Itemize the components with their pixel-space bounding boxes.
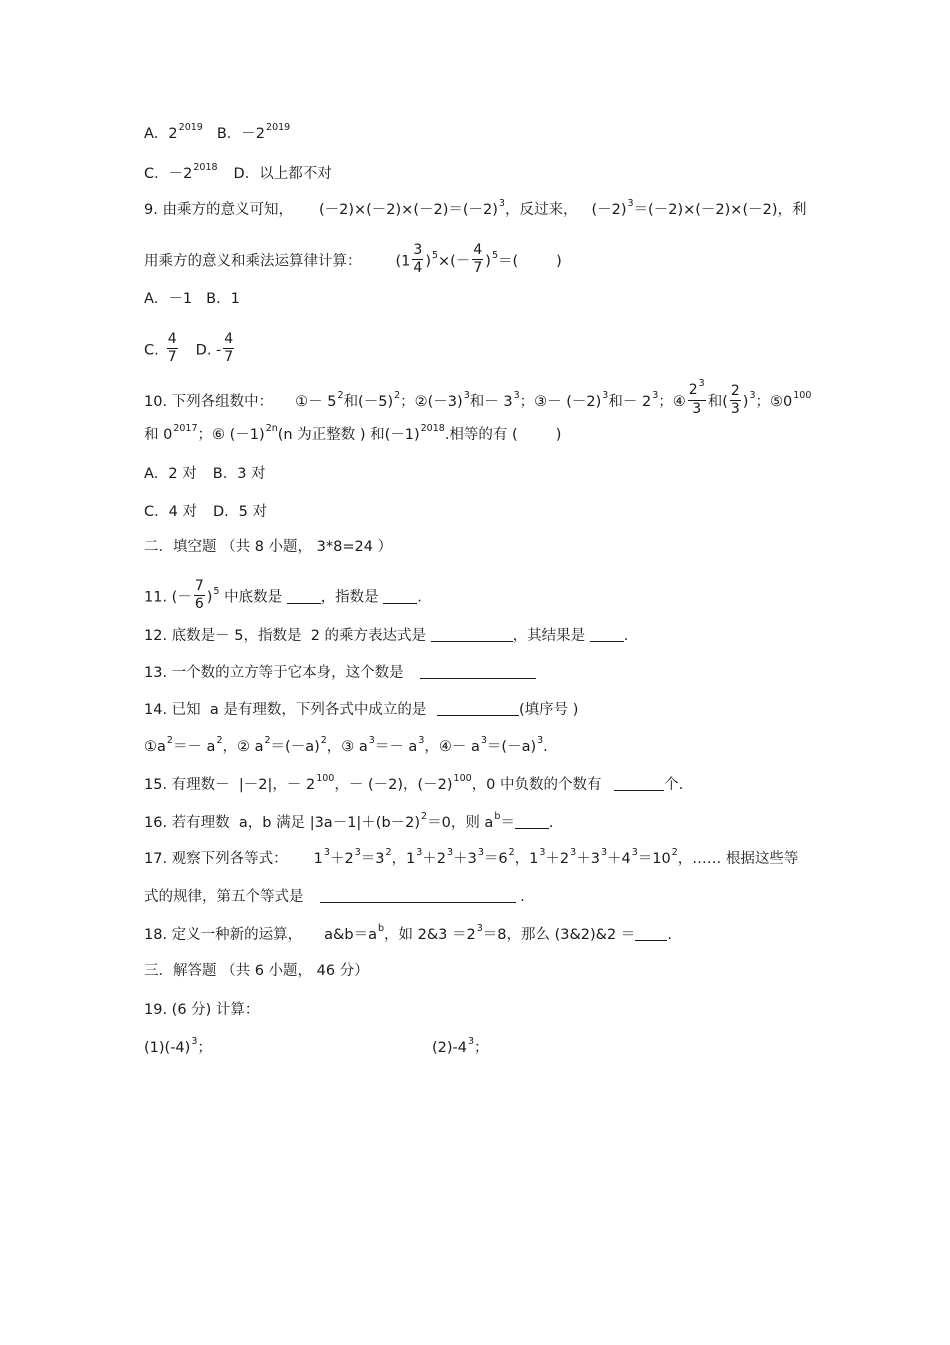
q19-text: (1)(-4) — [144, 1040, 191, 1056]
q18 — [144, 925, 860, 947]
q10-option-c: C．4 对 — [144, 504, 197, 520]
exponent: 3 — [537, 735, 544, 746]
denominator: 6 — [194, 596, 204, 612]
q15-text: ，0 中负数的个数有 — [471, 777, 607, 793]
q8-option-d: D．以上都不对 — [233, 166, 332, 182]
exponent: 2019 — [266, 122, 291, 133]
exponent: 3 — [476, 923, 483, 934]
exponent: 2 — [264, 735, 271, 746]
exponent: 3 — [698, 378, 705, 389]
exponent: b — [377, 923, 384, 934]
q9-option-a: A．－1 — [144, 291, 193, 307]
q10-text: 和－ 3 — [469, 394, 513, 410]
q14-text: 14. 已知 a 是有理数，下列各式中成立的是 — [144, 702, 431, 718]
exponent: 3 — [498, 198, 505, 209]
q18-text: ，如 2&3 ＝2 — [384, 927, 476, 943]
q9-text: (－2)×(－2)×(－2)＝(－2) — [318, 202, 498, 218]
q10-text: (n 为正整数 ) 和(－1) — [277, 427, 420, 443]
exponent: 3 — [600, 847, 607, 858]
exponent: 2 — [320, 735, 327, 746]
numerator: 7 — [194, 578, 204, 594]
q9-text: 9. 由乘方的意义可知， — [144, 202, 293, 218]
exponent: 3 — [602, 390, 609, 401]
q17-text: 式的规律，第五个等式是 — [144, 889, 309, 905]
exponent: 3 — [447, 847, 454, 858]
exponent: 3 — [323, 847, 330, 858]
q19-text: ； — [474, 1040, 489, 1056]
denominator: 7 — [167, 349, 177, 365]
q19-part-2 — [432, 1038, 489, 1060]
answer-blank[interactable] — [437, 701, 519, 716]
fraction — [412, 242, 423, 277]
q10-text: 和( — [707, 394, 728, 410]
q17-line2 — [144, 887, 860, 907]
q10-text: 10. 下列各组数中： — [144, 394, 274, 410]
numerator-base: 2 — [688, 382, 698, 398]
q10-text: 和－ 2 — [608, 394, 652, 410]
exponent: 2 — [216, 735, 223, 746]
q16 — [144, 813, 860, 835]
q9-text: ) — [425, 253, 431, 270]
q18-text: 18. 定义一种新的运算， — [144, 927, 303, 943]
q10-text: 和 0 — [144, 427, 173, 443]
q17-text: . — [520, 889, 525, 905]
q17-text: ＋2 — [422, 851, 447, 867]
q17-text: ，1 — [391, 851, 416, 867]
q17-text: ＋3 — [453, 851, 477, 867]
answer-blank[interactable] — [515, 814, 549, 829]
q11-text: ，指数是 — [320, 589, 384, 606]
exponent: 2 — [421, 811, 428, 822]
q9-option-c: C. — [144, 342, 159, 359]
q19-parts — [144, 1038, 860, 1060]
q14-text: ＝－ a — [172, 739, 216, 755]
q9-line2 — [144, 244, 860, 279]
q12-text: . — [623, 628, 629, 644]
q11-text: . — [417, 589, 422, 606]
exponent: 3 — [368, 735, 375, 746]
q16-text: ＝ — [500, 815, 515, 831]
q10-text: .相等的有 ( — [444, 427, 518, 443]
q12-text: ，其结果是 — [512, 628, 590, 644]
answer-blank[interactable] — [635, 926, 667, 941]
q14-text: ①a — [144, 739, 166, 755]
exponent: 3 — [749, 390, 756, 401]
section-heading-fill-blank: 二．填空题 （共 8 小题， 3*8=24 ） — [144, 539, 393, 555]
q17-text: ＋2 — [329, 851, 354, 867]
exponent: 2017 — [173, 423, 198, 434]
denominator: 3 — [692, 401, 702, 417]
q19-part-1 — [144, 1036, 212, 1056]
q15-text: 个. — [664, 777, 684, 793]
q14-text: ＝－ a — [374, 739, 418, 755]
exponent: 3 — [627, 198, 634, 209]
exponent: 100 — [316, 773, 335, 784]
fraction — [688, 378, 706, 418]
q8-options-cd — [144, 164, 860, 186]
q17-text: ＋2 — [545, 851, 570, 867]
q10-line2 — [144, 425, 860, 447]
exponent: 2018 — [420, 423, 445, 434]
q10-option-b: B．3 对 — [212, 466, 266, 482]
exponent: 3 — [480, 735, 487, 746]
q9-text: ＝( — [497, 253, 519, 270]
q17-text: 1 — [313, 851, 323, 867]
q17-text: ＝10 — [637, 851, 671, 867]
q17-text: ，…… 根据这些等 — [677, 851, 799, 867]
answer-blank[interactable] — [614, 776, 664, 791]
fraction — [194, 578, 205, 613]
q8-option-a: A．2 — [144, 126, 178, 142]
q13-text: 13. 一个数的立方等于它本身，这个数是 — [144, 665, 409, 681]
q17-text: ＝3 — [360, 851, 385, 867]
q10-text: ) — [742, 394, 749, 410]
q9-text: ＝(－2)×(－2)×(－2)，利 — [633, 202, 807, 218]
q17-line1 — [144, 849, 860, 871]
exponent: b — [494, 811, 501, 822]
q10-option-a: A．2 对 — [144, 466, 197, 482]
q19-text: ； — [197, 1040, 212, 1056]
q10-options-ab — [144, 464, 860, 484]
exponent: 2 — [394, 390, 401, 401]
q15-text: ，－ (－2)，(－2) — [334, 777, 453, 793]
q8-option-b: B．－2 — [216, 126, 266, 142]
exponent: 3 — [477, 847, 484, 858]
exponent: 2 — [508, 847, 515, 858]
section-heading-answer: 三．解答题 （共 6 小题， 46 分） — [144, 963, 369, 979]
q9-text: ，反过来， — [504, 202, 578, 218]
exponent: 3 — [513, 390, 520, 401]
q17-text: ＝6 — [483, 851, 508, 867]
q10-text: ) — [555, 427, 562, 443]
numerator: 2 — [730, 382, 740, 399]
numerator: 4 — [473, 242, 483, 258]
q10-text: ；⑤0 — [755, 394, 793, 410]
q15 — [144, 775, 860, 797]
denominator: 4 — [413, 260, 423, 276]
q9-text: (1 — [395, 253, 411, 270]
exponent: 5 — [431, 249, 439, 261]
q9-text: (－2) — [591, 202, 627, 218]
fraction — [223, 331, 234, 366]
exponent: 3 — [191, 1036, 198, 1047]
q17-text: 17. 观察下列各等式： — [144, 851, 288, 867]
fraction — [472, 242, 483, 277]
exponent: 3 — [416, 847, 423, 858]
q19-title: 19. (6 分) 计算： — [144, 1002, 260, 1018]
exponent: 3 — [631, 847, 638, 858]
fraction — [167, 331, 178, 366]
exponent: 2 — [337, 390, 344, 401]
exponent: 100 — [453, 773, 472, 784]
exponent: 100 — [793, 390, 812, 401]
q15-text: 15. 有理数－ |－2|，－ 2 — [144, 777, 316, 793]
q14-line2 — [144, 737, 860, 759]
denominator: 7 — [224, 349, 234, 365]
q9-options-ab — [144, 289, 860, 309]
q9-text: 用乘方的意义和乘法运算律计算： — [144, 253, 362, 270]
q18-text: ＝8，那么 (3&2)&2 ＝ — [482, 927, 636, 943]
exponent: 2 — [671, 847, 678, 858]
denominator: 3 — [730, 400, 740, 417]
q11-text: 中底数是 — [219, 589, 287, 606]
exponent: 5 — [213, 585, 220, 597]
exponent: 3 — [354, 847, 361, 858]
fraction — [730, 383, 741, 418]
q18-text: . — [667, 927, 672, 943]
q17-text: ＋3 — [576, 851, 600, 867]
q17-text: ，1 — [514, 851, 539, 867]
exponent: 5 — [491, 249, 498, 261]
denominator: 7 — [473, 260, 483, 276]
q9-text: ) — [556, 253, 562, 270]
answer-blank[interactable] — [383, 589, 417, 604]
answer-blank[interactable] — [431, 627, 513, 642]
q19-text: (2)-4 — [432, 1040, 467, 1056]
q9-text: ) — [485, 253, 491, 270]
answer-blank[interactable] — [320, 888, 516, 903]
q11 — [144, 580, 860, 615]
q16-text: ＝0，则 a — [427, 815, 494, 831]
numerator: 4 — [224, 331, 234, 347]
q10-text: 和(－5) — [343, 394, 394, 410]
exponent: 3 — [539, 847, 546, 858]
q14-text: ＝(－a) — [270, 739, 320, 755]
q10-text: ；④ — [658, 394, 686, 410]
q16-text: . — [548, 815, 554, 831]
q10-text: ；⑥ (－1) — [197, 427, 265, 443]
exponent: 2019 — [178, 122, 203, 133]
q13 — [144, 663, 860, 683]
q14-text: ＝(－a) — [486, 739, 537, 755]
exponent: 2 — [385, 847, 392, 858]
q8-option-c: C．－2 — [144, 166, 193, 182]
answer-blank[interactable] — [420, 664, 536, 679]
q9-options-cd — [144, 333, 860, 368]
exponent: 3 — [463, 390, 470, 401]
q10-text: ；③－ (－2) — [519, 394, 602, 410]
q9-option-d: D. - — [195, 342, 222, 359]
q11-text: 11. (－ — [144, 589, 192, 606]
q14-text: (填序号 ) — [519, 702, 579, 718]
exponent: 2n — [265, 423, 278, 434]
q8-options-ab — [144, 124, 860, 146]
q9-text: ×(－ — [438, 253, 471, 270]
numerator: 4 — [167, 331, 177, 347]
q14-text: ，③ a — [326, 739, 368, 755]
answer-blank[interactable] — [590, 627, 624, 642]
q12 — [144, 626, 860, 646]
q17-text: ＋4 — [606, 851, 631, 867]
q14-text: ，② a — [222, 739, 264, 755]
q10-text: ；②(－3) — [400, 394, 463, 410]
answer-blank[interactable] — [287, 589, 321, 604]
q9-option-b: B．1 — [206, 291, 240, 307]
exponent: 3 — [570, 847, 577, 858]
q14-line1 — [144, 700, 860, 720]
q16-text: 16. 若有理数 a，b 满足 |3a－1|＋(b－2) — [144, 815, 421, 831]
q18-text: a&b＝a — [324, 927, 377, 943]
exponent: 2 — [166, 735, 173, 746]
exponent: 3 — [652, 390, 659, 401]
q9-line1 — [144, 200, 860, 222]
q11-text: ) — [206, 589, 213, 606]
q10-options-cd — [144, 502, 860, 522]
q10-option-d: D．5 对 — [212, 504, 267, 520]
q14-text: ，④－ a — [424, 739, 480, 755]
q12-text: 12. 底数是－ 5，指数是 2 的乘方表达式是 — [144, 628, 431, 644]
q14-text: . — [543, 739, 548, 755]
exponent: 3 — [418, 735, 425, 746]
exponent: 3 — [468, 1036, 475, 1047]
numerator — [688, 378, 706, 401]
numerator: 3 — [413, 242, 423, 258]
q10-line1 — [144, 378, 860, 420]
exponent: 2018 — [193, 162, 218, 173]
q10-text: ①－ 5 — [295, 394, 337, 410]
